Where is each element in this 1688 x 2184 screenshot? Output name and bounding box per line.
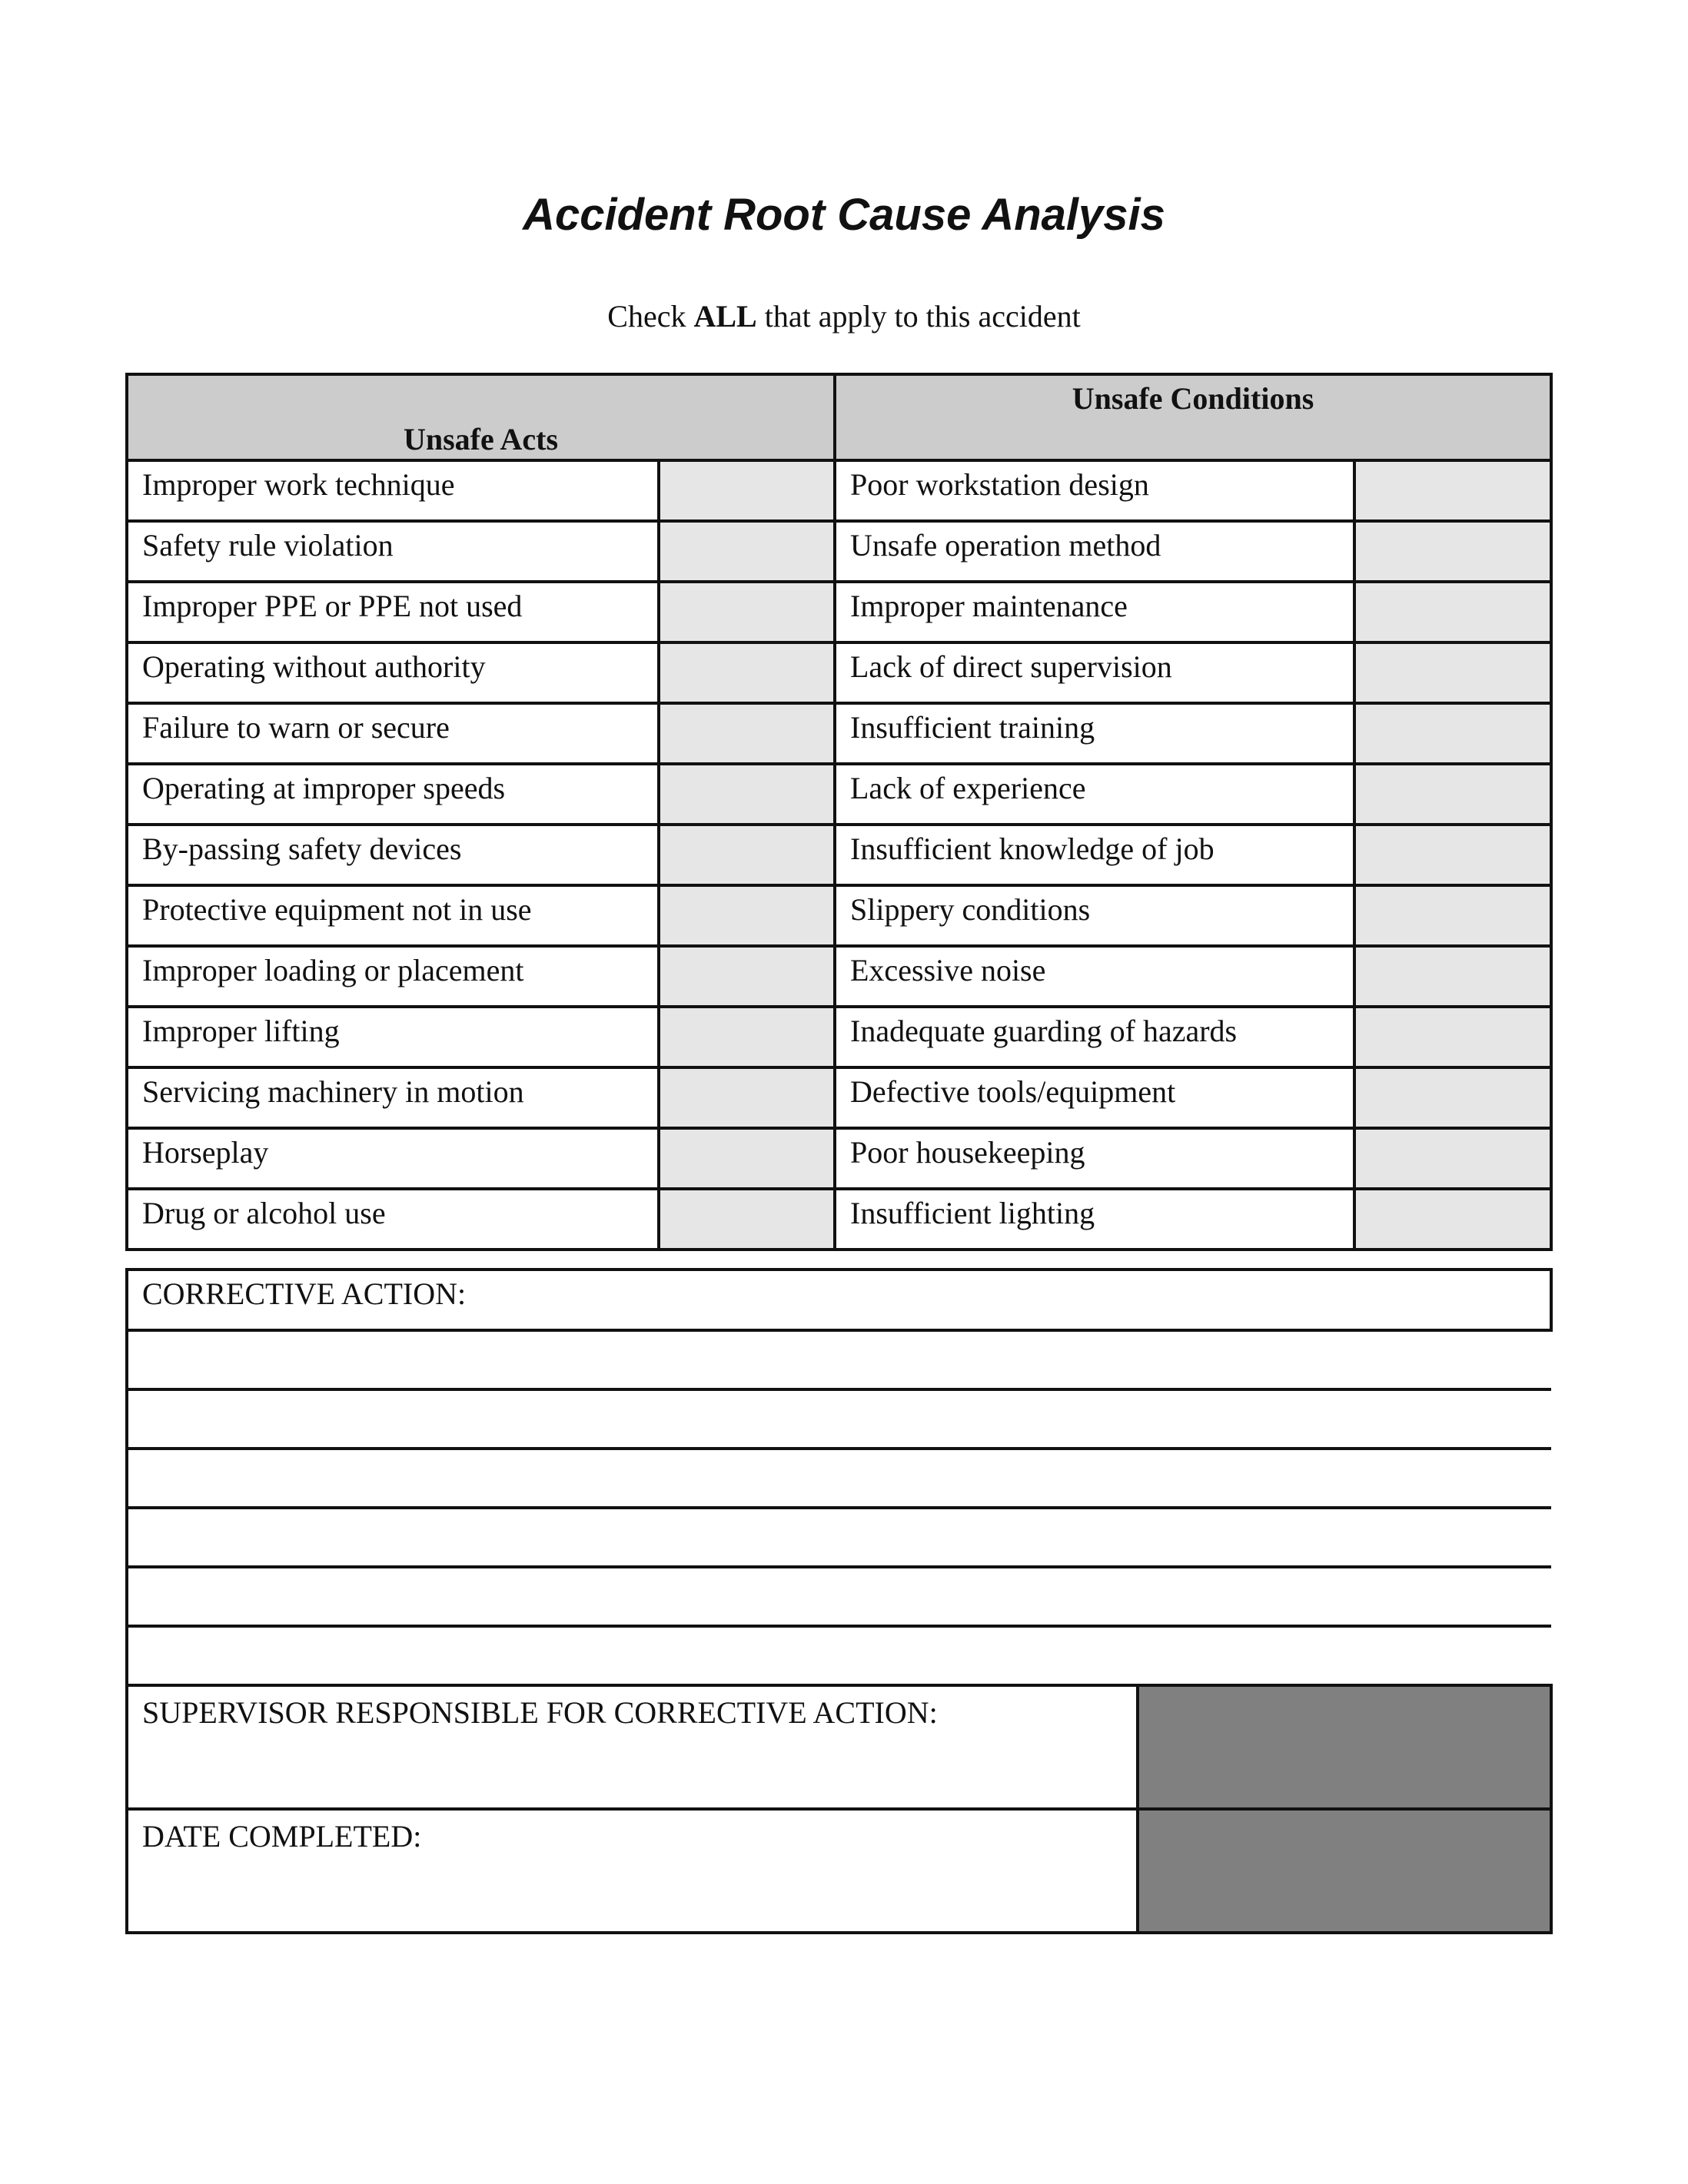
corrective-action-input-line-2[interactable] (127, 1389, 1551, 1449)
unsafe-act-label: Operating without authority (127, 642, 659, 703)
unsafe-act-label: Servicing machinery in motion (127, 1067, 659, 1128)
unsafe-act-checkbox[interactable] (659, 764, 835, 825)
unsafe-act-checkbox[interactable] (659, 642, 835, 703)
table-row (127, 1007, 1551, 1067)
unsafe-act-checkbox[interactable] (659, 1067, 835, 1128)
corrective-action-table (125, 1268, 1553, 1934)
unsafe-condition-label: Improper maintenance (835, 582, 1354, 642)
unsafe-act-label: Operating at improper speeds (127, 764, 659, 825)
table-row (127, 885, 1551, 946)
unsafe-act-checkbox[interactable] (659, 825, 835, 885)
instructions-suffix: that apply to this accident (756, 299, 1081, 334)
instructions (0, 295, 1688, 338)
supervisor-field[interactable] (1138, 1685, 1551, 1809)
corrective-action-line (127, 1330, 1551, 1389)
unsafe-act-label: Safety rule violation (127, 521, 659, 582)
unsafe-act-checkbox[interactable] (659, 521, 835, 582)
unsafe-condition-checkbox[interactable] (1354, 1189, 1551, 1250)
unsafe-act-checkbox[interactable] (659, 460, 835, 521)
unsafe-act-label: By-passing safety devices (127, 825, 659, 885)
table-row (127, 764, 1551, 825)
corrective-action-line (127, 1626, 1551, 1685)
table-row (127, 1128, 1551, 1189)
unsafe-act-checkbox[interactable] (659, 582, 835, 642)
page-title: Accident Root Cause Analysis (523, 190, 1165, 240)
supervisor-label: SUPERVISOR RESPONSIBLE FOR CORRECTIVE ACTION: (127, 1685, 1138, 1809)
table-row (127, 582, 1551, 642)
corrective-action-input-line-6[interactable] (127, 1626, 1551, 1685)
instructions-emphasis: ALL (693, 299, 757, 334)
table-row (127, 521, 1551, 582)
unsafe-condition-label: Unsafe operation method (835, 521, 1354, 582)
unsafe-condition-label: Excessive noise (835, 946, 1354, 1007)
unsafe-condition-checkbox[interactable] (1354, 1007, 1551, 1067)
unsafe-act-checkbox[interactable] (659, 1007, 835, 1067)
corrective-action-line (127, 1389, 1551, 1449)
table-header-row (127, 374, 1551, 460)
table-row (127, 1189, 1551, 1250)
corrective-action-input-line-5[interactable] (127, 1567, 1551, 1626)
unsafe-condition-label: Poor workstation design (835, 460, 1354, 521)
corrective-action-line (127, 1567, 1551, 1626)
table-row (127, 460, 1551, 521)
unsafe-act-checkbox[interactable] (659, 1189, 835, 1250)
unsafe-condition-label: Insufficient training (835, 703, 1354, 764)
unsafe-condition-checkbox[interactable] (1354, 885, 1551, 946)
unsafe-condition-checkbox[interactable] (1354, 703, 1551, 764)
corrective-action-input-line-3[interactable] (127, 1449, 1551, 1508)
unsafe-condition-checkbox[interactable] (1354, 825, 1551, 885)
unsafe-condition-checkbox[interactable] (1354, 460, 1551, 521)
corrective-action-row (127, 1270, 1551, 1330)
unsafe-condition-checkbox[interactable] (1354, 946, 1551, 1007)
unsafe-act-label: Improper loading or placement (127, 946, 659, 1007)
unsafe-act-checkbox[interactable] (659, 703, 835, 764)
corrective-action-input-line-1[interactable] (127, 1330, 1551, 1389)
cause-rows (127, 460, 1551, 1250)
unsafe-condition-checkbox[interactable] (1354, 1128, 1551, 1189)
corrective-action-line (127, 1449, 1551, 1508)
date-completed-field[interactable] (1138, 1809, 1551, 1933)
unsafe-act-checkbox[interactable] (659, 946, 835, 1007)
unsafe-condition-label: Poor housekeeping (835, 1128, 1354, 1189)
unsafe-act-label: Horseplay (127, 1128, 659, 1189)
unsafe-act-label: Drug or alcohol use (127, 1189, 659, 1250)
unsafe-condition-label: Inadequate guarding of hazards (835, 1007, 1354, 1067)
unsafe-condition-label: Insufficient lighting (835, 1189, 1354, 1250)
table-row (127, 825, 1551, 885)
corrective-action-line (127, 1508, 1551, 1567)
date-completed-label: DATE COMPLETED: (127, 1809, 1138, 1933)
date-completed-row (127, 1809, 1551, 1933)
supervisor-row (127, 1685, 1551, 1809)
unsafe-act-label: Protective equipment not in use (127, 885, 659, 946)
unsafe-condition-checkbox[interactable] (1354, 764, 1551, 825)
unsafe-conditions-header: Unsafe Conditions (835, 374, 1551, 460)
unsafe-act-checkbox[interactable] (659, 1128, 835, 1189)
table-row (127, 642, 1551, 703)
table-row (127, 1067, 1551, 1128)
unsafe-acts-header: Unsafe Acts (127, 374, 835, 460)
unsafe-act-checkbox[interactable] (659, 885, 835, 946)
corrective-action-input-line-4[interactable] (127, 1508, 1551, 1567)
unsafe-condition-checkbox[interactable] (1354, 521, 1551, 582)
corrective-action-label: CORRECTIVE ACTION: (127, 1270, 1551, 1330)
unsafe-condition-checkbox[interactable] (1354, 642, 1551, 703)
instructions-prefix: Check (607, 299, 694, 334)
unsafe-act-label: Improper PPE or PPE not used (127, 582, 659, 642)
unsafe-condition-checkbox[interactable] (1354, 1067, 1551, 1128)
table-row (127, 946, 1551, 1007)
unsafe-condition-label: Lack of experience (835, 764, 1354, 825)
table-row (127, 703, 1551, 764)
unsafe-condition-label: Defective tools/equipment (835, 1067, 1354, 1128)
unsafe-condition-checkbox[interactable] (1354, 582, 1551, 642)
unsafe-condition-label: Insufficient knowledge of job (835, 825, 1354, 885)
unsafe-condition-label: Slippery conditions (835, 885, 1354, 946)
root-cause-table (125, 373, 1553, 1251)
unsafe-act-label: Improper lifting (127, 1007, 659, 1067)
unsafe-condition-label: Lack of direct supervision (835, 642, 1354, 703)
unsafe-act-label: Failure to warn or secure (127, 703, 659, 764)
unsafe-act-label: Improper work technique (127, 460, 659, 521)
